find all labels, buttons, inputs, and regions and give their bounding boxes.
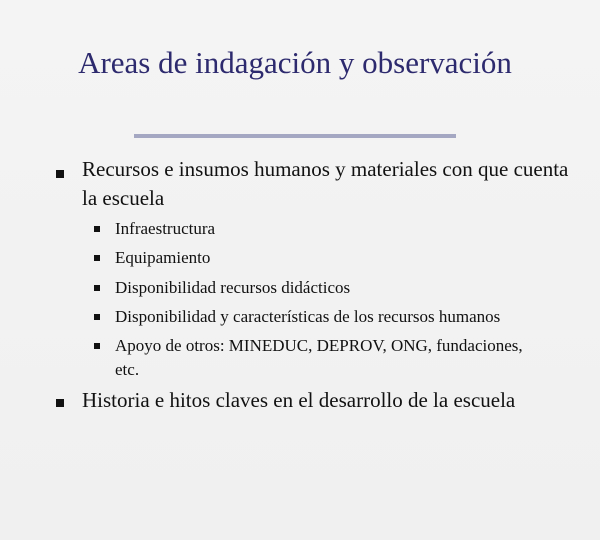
sub-bullet-text: Disponibilidad recursos didácticos [115,278,351,297]
square-bullet-icon [56,399,64,407]
bullet-text: Recursos e insumos humanos y materiales con que cuenta la escuela [82,157,569,210]
square-bullet-icon [94,285,100,291]
sub-bullet-text: Apoyo de otros: MINEDUC, DEPROV, ONG, fundaciones, etc. [115,336,523,379]
title-divider [134,134,456,138]
square-bullet-icon [94,255,100,261]
square-bullet-icon [94,314,100,320]
sub-bullet-text: Infraestructura [115,219,216,238]
slide-title: Areas de indagación y observación [78,45,512,80]
square-bullet-icon [56,170,64,178]
square-bullet-icon [94,226,100,232]
bullet-text: Historia e hitos claves en el desarrollo de la escuela [82,388,516,412]
sub-bullet-text: Equipamiento [115,248,211,267]
sub-bullet-text: Disponibilidad y características de los recursos humanos [115,307,501,326]
square-bullet-icon [94,343,100,349]
